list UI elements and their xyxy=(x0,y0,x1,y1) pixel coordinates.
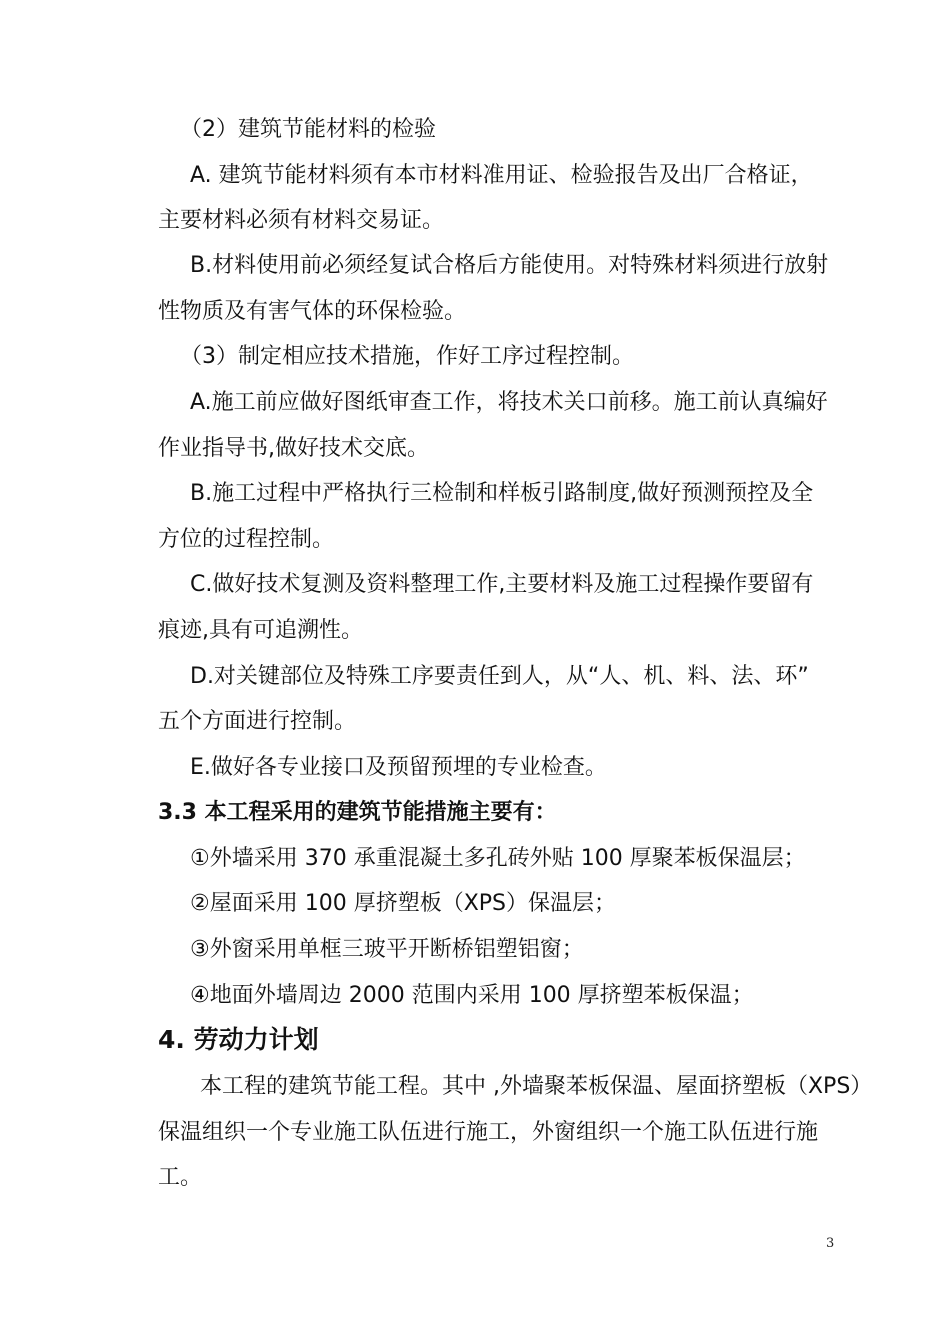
measure-item-1: ①外墙采用 370 承重混凝土多孔砖外贴 100 厚聚苯板保温层； xyxy=(190,846,806,871)
labor-paragraph-line-1: 本工程的建筑节能工程。其中 ,外墙聚苯板保温、屋面挤塑板（XPS） xyxy=(200,1074,873,1099)
paragraph-b-line-1: B.材料使用前必须经复试合格后方能使用。对特殊材料须进行放射 xyxy=(190,253,829,278)
paragraph-3b-line-1: B.施工过程中严格执行三检制和样板引路制度,做好预测预控及全 xyxy=(190,481,814,506)
section-heading-3-3: 3.3 本工程采用的建筑节能措施主要有： xyxy=(158,800,557,825)
paragraph-3a-line-2: 作业指导书,做好技术交底。 xyxy=(158,436,429,461)
measure-item-3: ③外窗采用单框三玻平开断桥铝塑铝窗； xyxy=(190,937,584,962)
paragraph-a-line-1: A. 建筑节能材料须有本市材料准用证、检验报告及出厂合格证， xyxy=(190,163,813,188)
paragraph-3d-line-1: D.对关键部位及特殊工序要责任到人，从“人、机、料、法、环” xyxy=(190,664,809,689)
paragraph-3d-line-2: 五个方面进行控制。 xyxy=(158,709,357,734)
page-number: 3 xyxy=(826,1236,835,1251)
paragraph-a-line-2: 主要材料必须有材料交易证。 xyxy=(158,208,445,233)
paragraph-3e: E.做好各专业接口及预留预埋的专业检查。 xyxy=(190,755,607,780)
section-heading-4: 4. 劳动力计划 xyxy=(158,1025,319,1054)
paragraph-3a-line-1: A.施工前应做好图纸审查工作，将技术关口前移。施工前认真编好 xyxy=(190,390,828,415)
paragraph-b-line-2: 性物质及有害气体的环保检验。 xyxy=(158,299,467,324)
labor-paragraph-line-3: 工。 xyxy=(158,1165,203,1190)
paragraph-3b-line-2: 方位的过程控制。 xyxy=(158,527,335,552)
measure-item-2: ②屋面采用 100 厚挤塑板（XPS）保温层； xyxy=(190,891,617,916)
measure-item-4: ④地面外墙周边 2000 范围内采用 100 厚挤塑苯板保温； xyxy=(190,983,754,1008)
labor-paragraph-line-2: 保温组织一个专业施工队伍进行施工，外窗组织一个施工队伍进行施 xyxy=(158,1120,819,1145)
subsection-heading-2: （2）建筑节能材料的检验 xyxy=(180,117,436,142)
paragraph-3c-line-2: 痕迹,具有可追溯性。 xyxy=(158,618,363,643)
subsection-heading-3: （3）制定相应技术措施，作好工序过程控制。 xyxy=(180,344,634,369)
paragraph-3c-line-1: C.做好技术复测及资料整理工作,主要材料及施工过程操作要留有 xyxy=(190,572,814,597)
